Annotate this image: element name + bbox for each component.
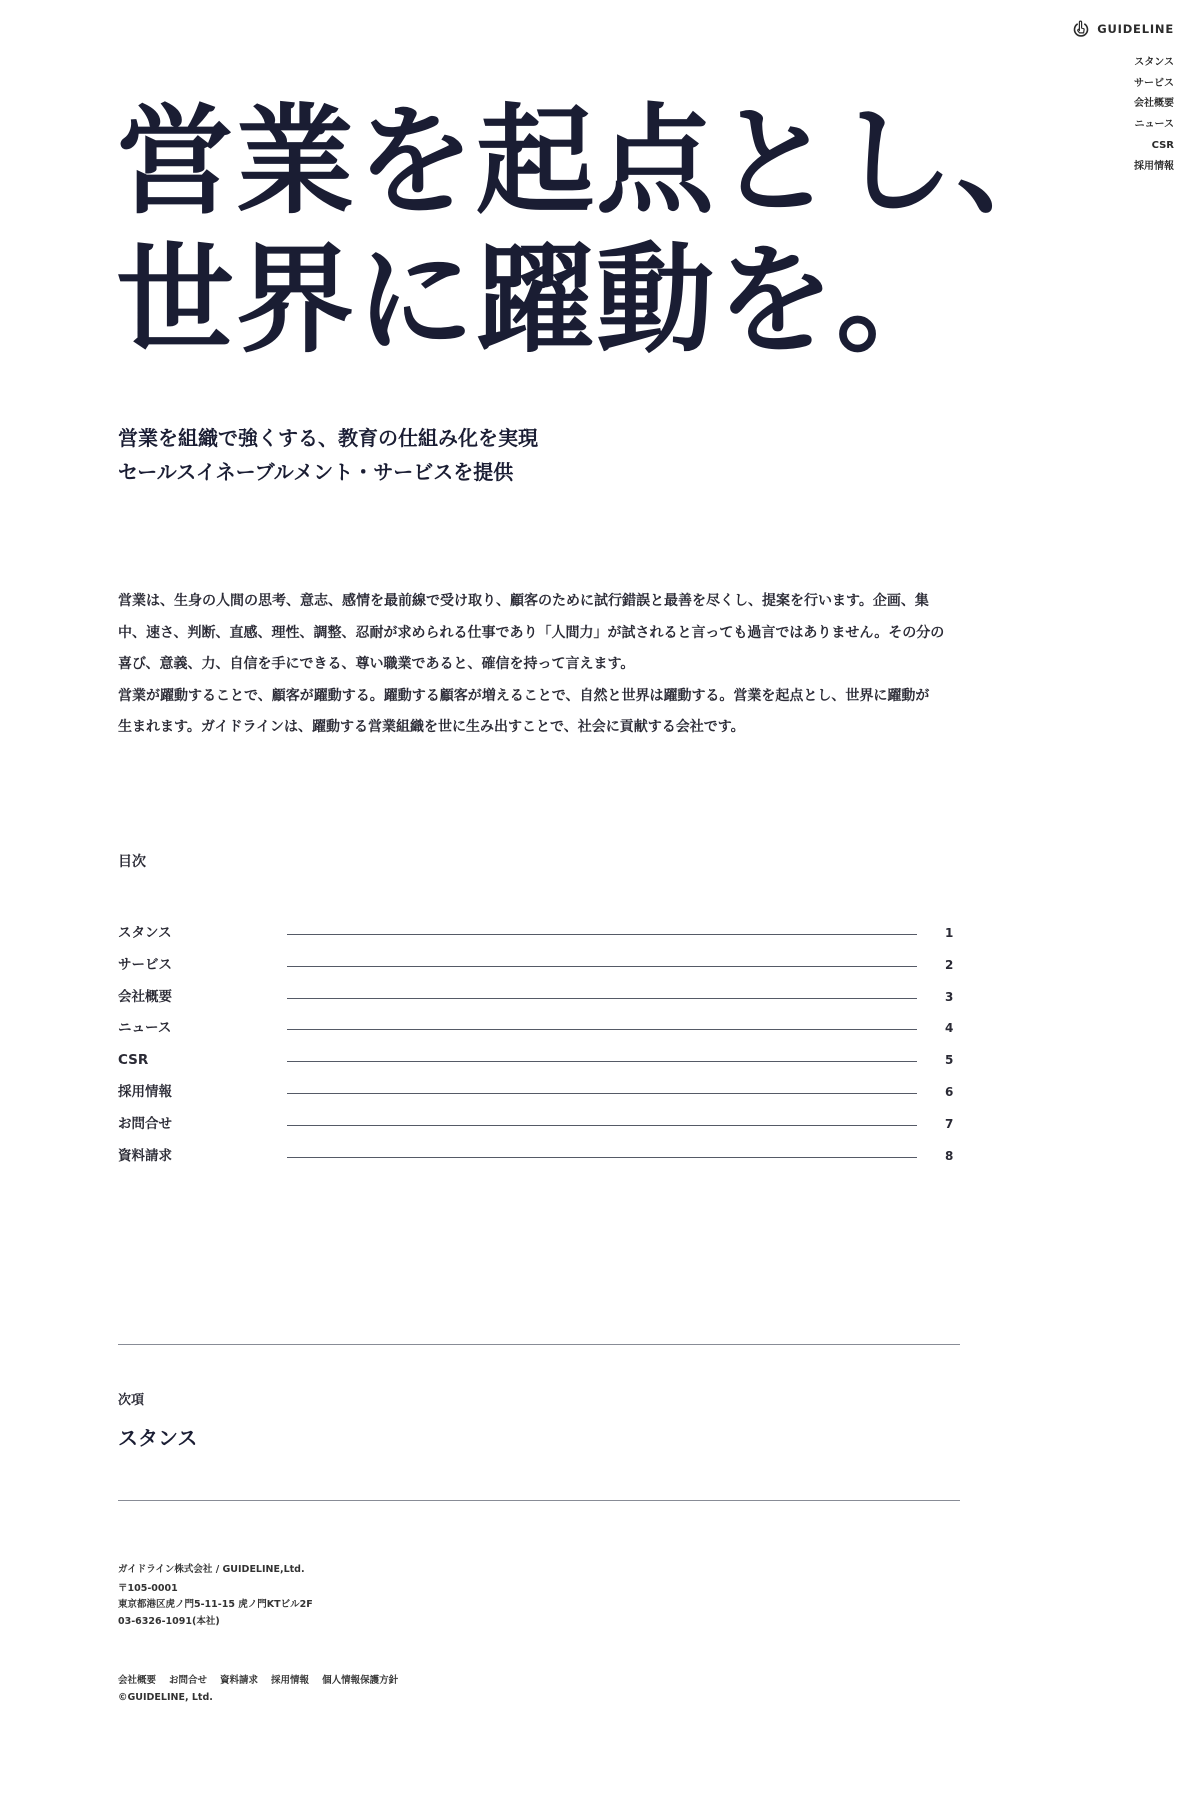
nav-item-service[interactable]: サービス (1134, 77, 1174, 89)
intro-line: 喜び、意義、力、自信を手にできる、尊い職業であると、確信を持って言えます。 (118, 656, 635, 672)
nav-item-csr[interactable]: CSR (1151, 139, 1174, 151)
footer-postal-code: 〒105-0001 (118, 1582, 178, 1594)
nav-item-stance[interactable]: スタンス (1134, 57, 1174, 68)
toc-item-label: 採用情報 (118, 1083, 172, 1100)
toc-divider-line (287, 1093, 917, 1094)
toc-item-number: 5 (945, 1053, 954, 1068)
footer-links (118, 1672, 398, 1686)
footer-link-privacy[interactable]: 個人情報保護方針 (322, 1675, 399, 1686)
toc-divider-line (287, 934, 917, 935)
toc-item-number: 8 (945, 1148, 954, 1163)
nav-item-news[interactable]: ニュース (1134, 119, 1174, 131)
intro-line: 生まれます。ガイドラインは、躍動する営業組織を世に生み出すことで、社会に貢献する会社です。 (118, 719, 745, 735)
subheading-line-2: セールスイネーブルメント・サービスを提供 (118, 460, 514, 484)
subheading-line-1: 営業を組織で強くする、教育の仕組み化を実現 (118, 426, 538, 450)
hero-line-1: 営業を起点とし、 (116, 92, 1077, 230)
toc-item-number: 3 (945, 989, 954, 1004)
footer-link-recruit[interactable]: 採用情報 (271, 1675, 310, 1686)
footer-link-request[interactable]: 資料請求 (220, 1675, 259, 1686)
toc-item-number: 6 (945, 1084, 954, 1099)
toc-item-recruit[interactable] (118, 1082, 960, 1114)
toc-heading: 目次 (118, 854, 146, 870)
section-divider-top (118, 1344, 960, 1345)
toc-divider-line (287, 1125, 917, 1126)
footer-link-company[interactable]: 会社概要 (118, 1675, 157, 1686)
toc-item-number: 7 (945, 1116, 954, 1131)
toc-item-label: ニュース (118, 1020, 172, 1037)
toc-item-label: 会社概要 (118, 988, 172, 1005)
nav-item-recruit[interactable]: 採用情報 (1134, 160, 1174, 172)
toc-item-csr[interactable] (118, 1050, 960, 1082)
footer-phone: 03-6326-1091(本社) (118, 1615, 220, 1627)
toc-divider-line (287, 1061, 917, 1062)
logo-text: GUIDELINE (1097, 22, 1174, 36)
nav-item-company[interactable]: 会社概要 (1134, 98, 1174, 110)
footer-address: 東京都港区虎ノ門5-11-15 虎ノ門KTビル2F (118, 1599, 313, 1610)
toc-item-label: サービス (118, 956, 172, 973)
footer-company-name: ガイドライン株式会社 / GUIDELINE,Ltd. (118, 1564, 305, 1575)
next-section-label: 次項 (118, 1393, 145, 1408)
intro-line: 中、速さ、判断、直感、理性、調整、忍耐が求められる仕事であり「人間力」が試されると言っても過言ではありません。その分の (118, 624, 945, 641)
section-divider-bottom (118, 1500, 960, 1501)
power-hand-icon (1071, 19, 1091, 39)
toc-item-request[interactable] (118, 1146, 960, 1178)
toc-item-stance[interactable] (118, 923, 960, 955)
toc-item-label: スタンス (118, 925, 172, 941)
footer-company-info (118, 1562, 313, 1630)
subheading (118, 421, 538, 489)
toc-item-label: お問合せ (118, 1115, 172, 1132)
toc-item-company[interactable] (118, 987, 960, 1019)
side-nav (1134, 53, 1174, 177)
hero-line-2: 世界に躍動を。 (116, 231, 957, 369)
toc-divider-line (287, 966, 917, 967)
toc-item-number: 1 (945, 926, 954, 940)
hero-heading (116, 92, 1077, 370)
toc-item-label: 資料請求 (118, 1147, 172, 1164)
intro-paragraph (118, 586, 960, 744)
intro-line: 営業が躍動することで、顧客が躍動する。躍動する顧客が増えることで、自然と世界は躍動する。営業を起点とし、世界に躍動が (118, 687, 930, 704)
copyright: ©GUIDELINE, Ltd. (118, 1692, 213, 1703)
toc-item-number: 4 (945, 1021, 954, 1036)
toc-item-news[interactable] (118, 1018, 960, 1050)
table-of-contents (118, 923, 960, 1177)
footer-link-contact[interactable]: お問合せ (169, 1675, 208, 1686)
intro-line: 営業は、生身の人間の思考、意志、感情を最前線で受け取り、顧客のために試行錯誤と最善を尽くし、提案を行います。企画、集 (118, 593, 929, 609)
next-section-link[interactable]: スタンス (118, 1426, 198, 1450)
toc-item-number: 2 (945, 957, 954, 972)
toc-divider-line (287, 1029, 917, 1030)
site-logo[interactable] (1071, 18, 1174, 40)
toc-divider-line (287, 1157, 917, 1158)
toc-item-label: CSR (118, 1052, 149, 1069)
toc-divider-line (287, 998, 917, 999)
toc-item-service[interactable] (118, 955, 960, 987)
toc-item-contact[interactable] (118, 1114, 960, 1146)
